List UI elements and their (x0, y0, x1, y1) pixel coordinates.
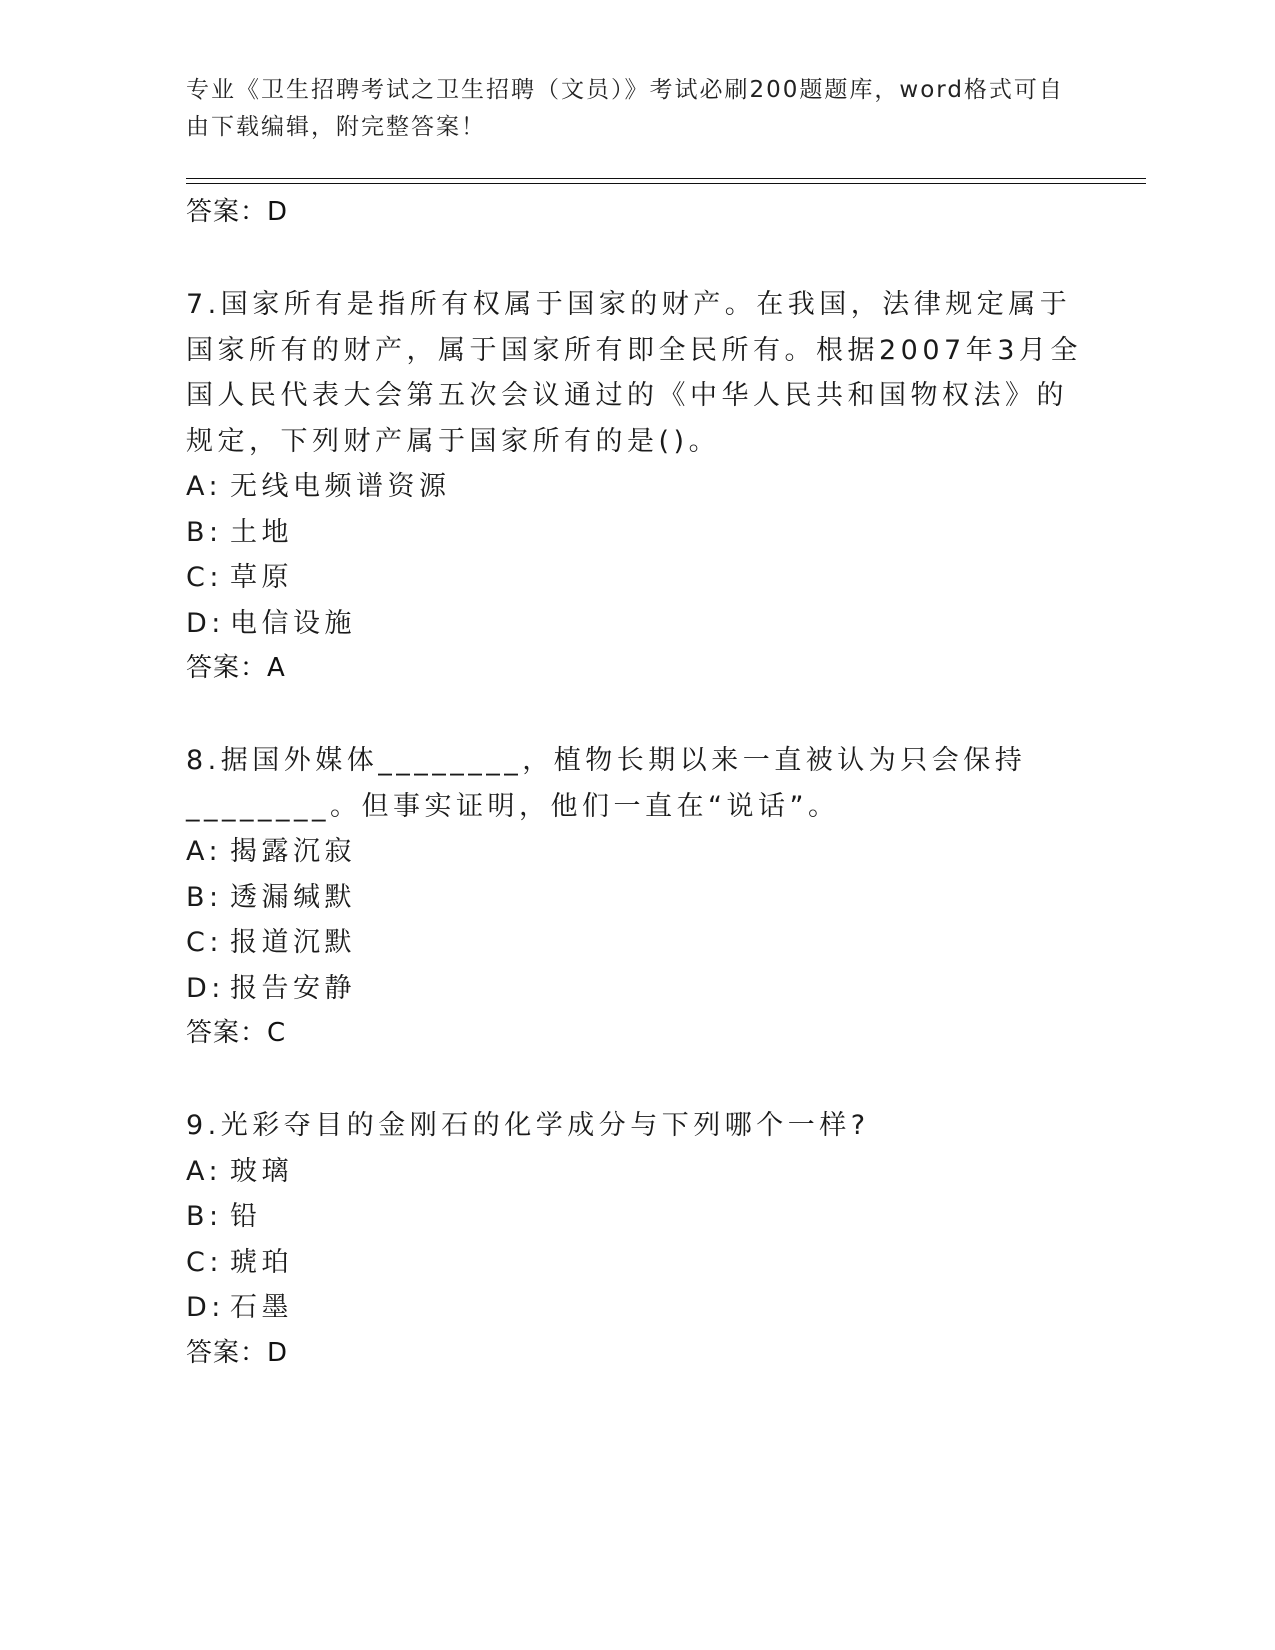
answer-line: 答案：D (186, 197, 289, 227)
header-rule-bottom (186, 183, 1146, 184)
option-text: 无线电频谱资源 (230, 471, 451, 502)
option-a (186, 464, 1086, 510)
option-c (186, 1240, 1086, 1286)
option-text: 琥珀 (230, 1246, 293, 1278)
option-key: D: (186, 972, 225, 1004)
question-block (186, 1103, 1086, 1375)
option-text: 铅 (230, 1201, 262, 1232)
document-header: 专业《卫生招聘考试之卫生招聘（文员）》考试必刷200题题库，word格式可自由下载编辑，附完整答案！ (186, 77, 1064, 140)
option-b (186, 875, 1086, 921)
option-d (186, 601, 1086, 647)
option-key: D: (186, 1292, 225, 1323)
option-key: A: (186, 1155, 223, 1187)
option-key: C: (186, 562, 223, 593)
option-b (186, 1194, 1086, 1240)
answer-line: 答案：A (186, 653, 286, 683)
question-stem: 9.光彩夺目的金刚石的化学成分与下列哪个一样? (186, 1110, 870, 1141)
option-text: 土地 (230, 516, 293, 548)
question-block (186, 282, 1086, 690)
question-block (186, 738, 1086, 1055)
option-key: B: (186, 1201, 223, 1232)
option-text: 揭露沉寂 (230, 836, 356, 867)
option-text: 玻璃 (230, 1155, 293, 1187)
option-text: 草原 (230, 562, 293, 593)
answer-line: 答案：D (186, 1337, 289, 1368)
option-a (186, 829, 1086, 875)
header-rule-top (186, 178, 1146, 179)
option-text: 透漏缄默 (230, 881, 356, 913)
option-text: 报告安静 (230, 972, 356, 1004)
option-a (186, 1149, 1086, 1195)
option-text: 石墨 (230, 1292, 293, 1323)
option-d (186, 966, 1086, 1012)
option-c (186, 555, 1086, 601)
option-key: C: (186, 927, 223, 958)
option-key: A: (186, 471, 223, 502)
option-b (186, 510, 1086, 556)
question-stem: 8.据国外媒体________，植物长期以来一直被认为只会保持________。但事实证明，他们一直在“说话”。 (186, 745, 1027, 822)
question-stem: 7.国家所有是指所有权属于国家的财产。在我国，法律规定属于国家所有的财产，属于国家所有即全民所有。根据2007年3月全国人民代表大会第五次会议通过的《中华人民共和国物权法》的规定，下列财产属于国家所有的是()。 (186, 289, 1082, 457)
option-key: A: (186, 836, 223, 867)
question-list (186, 190, 1086, 1375)
option-text: 电信设施 (230, 607, 356, 639)
option-key: B: (186, 881, 223, 913)
option-key: B: (186, 516, 223, 548)
option-key: C: (186, 1246, 223, 1278)
option-c (186, 920, 1086, 966)
option-key: D: (186, 607, 225, 639)
option-text: 报道沉默 (230, 927, 356, 958)
answer-line: 答案：C (186, 1018, 287, 1048)
option-d (186, 1285, 1086, 1331)
